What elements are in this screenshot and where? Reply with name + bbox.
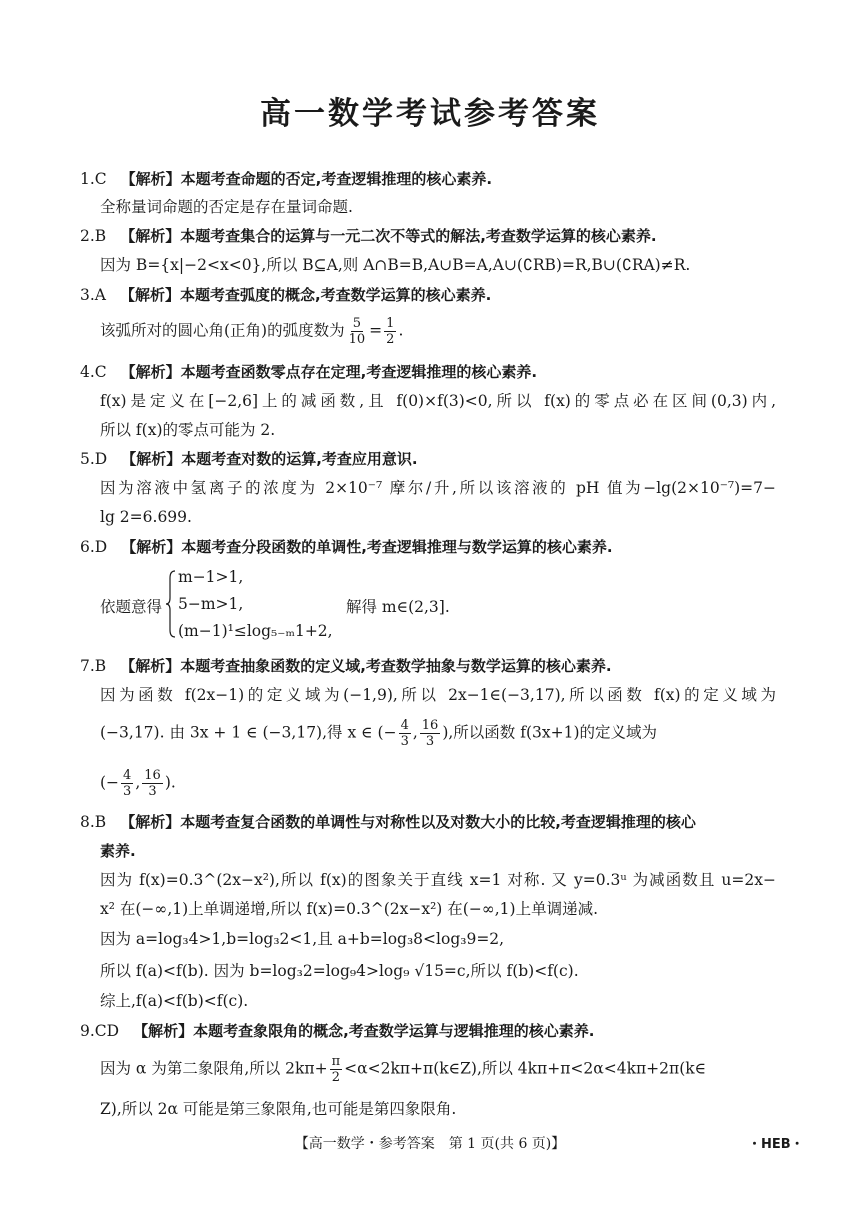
explanation-line: 因为 a=log₃4>1,b=log₃2<1,且 a+b=log₃8<log₃9=2,: [100, 930, 505, 948]
explanation-text: (−: [100, 773, 120, 792]
explanation-line: 因为 B={x|−2<x<0},所以 B⊆A,则 A∩B=B,A∪B=A,A∪(∁RB)=R,B∪(∁RA)≠R.: [100, 256, 691, 274]
fraction: [420, 718, 441, 749]
answer-number: 4.C: [80, 363, 107, 381]
system-row: m−1>1,: [178, 568, 244, 586]
inequality-system: [100, 568, 700, 644]
fraction: [399, 718, 411, 749]
question-1-header: [80, 168, 492, 190]
analysis-heading: 【解析】本题考查集合的运算与一元二次不等式的解法,考查数学运算的核心素养.: [120, 227, 657, 245]
explanation-line: 该弧所对的圆心角(正角)的弧度数为 $\frac{5}{10}$ = $\frac{1}{2}$ .: [100, 316, 404, 347]
fraction: [142, 768, 163, 799]
left-brace-icon: [166, 570, 176, 638]
analysis-heading: 【解析】本题考查弧度的概念,考查数学运算的核心素养.: [119, 286, 492, 304]
solution-text: 解得 m∈(2,3].: [346, 598, 450, 616]
explanation-text: ),所以函数 f(3x+1)的定义域为: [442, 723, 658, 742]
question-4-header: [80, 361, 537, 383]
explanation-line: 因为溶液中氢离子的浓度为 2×10⁻⁷ 摩尔/升,所以该溶液的 pH 值为−lg(2×10⁻⁷)=7−: [100, 479, 776, 497]
denominator: 3: [123, 784, 132, 799]
question-7-header: [80, 655, 612, 677]
denominator: 3: [400, 734, 409, 749]
denominator: 10: [348, 332, 366, 347]
question-2-header: [80, 225, 657, 247]
explanation-line: 全称量词命题的否定是存在量词命题.: [100, 198, 353, 216]
fraction: [384, 316, 396, 347]
question-8-header: [80, 811, 696, 833]
explanation-line: 综上,f(a)<f(b)<f(c).: [100, 992, 249, 1010]
explanation-line: Z),所以 2α 可能是第三象限角,也可能是第四象限角.: [100, 1100, 457, 1118]
explanation-text: ,: [412, 723, 418, 742]
numerator: 16: [421, 718, 439, 733]
analysis-heading: 【解析】本题考查复合函数的单调性与对称性以及对数大小的比较,考查逻辑推理的核心: [120, 813, 696, 831]
system-row: 5−m>1,: [178, 595, 244, 613]
numerator: 1: [386, 316, 395, 331]
answer-number: 6.D: [80, 538, 108, 556]
explanation-text: ,: [135, 773, 141, 792]
answer-number: 7.B: [80, 657, 107, 675]
numerator: 5: [352, 316, 362, 331]
answer-number: 1.C: [80, 170, 107, 188]
numerator: 4: [123, 768, 132, 783]
answer-number: 9.CD: [80, 1022, 120, 1040]
answer-number: 5.D: [80, 450, 108, 468]
analysis-heading: 【解析】本题考查命题的否定,考查逻辑推理的核心素养.: [120, 170, 493, 188]
denominator: 3: [148, 784, 157, 799]
numerator: 4: [400, 718, 409, 733]
explanation-line: x² 在(−∞,1)上单调递增,所以 f(x)=0.3^(2x−x²) 在(−∞,1)上单调递减.: [100, 900, 598, 918]
explanation-line: [100, 768, 176, 799]
numerator: 16: [144, 768, 161, 783]
system-label: 依题意得: [100, 598, 163, 616]
system-row: (m−1)¹≤log₅₋ₘ1+2,: [178, 622, 333, 640]
footer-mark: ・HEB・: [748, 1137, 804, 1152]
analysis-heading: 【解析】本题考查函数零点存在定理,考查逻辑推理的核心素养.: [120, 363, 538, 381]
fraction: [347, 316, 368, 347]
numerator: π: [331, 1054, 341, 1069]
analysis-heading: 【解析】本题考查分段函数的单调性,考查逻辑推理与数学运算的核心素养.: [121, 538, 613, 556]
explanation-line: lg 2=6.699.: [100, 508, 192, 526]
analysis-heading-continued: 素养.: [100, 842, 136, 860]
question-3-header: [80, 284, 491, 306]
denominator: 2: [386, 332, 395, 347]
analysis-heading: 【解析】本题考查象限角的概念,考查数学运算与逻辑推理的核心素养.: [133, 1022, 595, 1040]
answer-number: 2.B: [80, 227, 107, 245]
explanation-line: 因为函数 f(2x−1)的定义域为(−1,9),所以 2x−1∈(−3,17),所以函数 f(x)的定义域为: [100, 686, 776, 704]
fraction: [330, 1054, 343, 1085]
denominator: 3: [425, 734, 435, 749]
explanation-line: [100, 1054, 706, 1085]
explanation-text: <α<2kπ+π(k∈Z),所以 4kπ+π<2α<4kπ+2π(k∈: [344, 1059, 707, 1078]
page-footer: 【高一数学・参考答案 第 1 页(共 6 页)】: [294, 1136, 566, 1152]
explanation-text: 因为 α 为第二象限角,所以 2kπ+: [100, 1059, 328, 1078]
answer-number: 8.B: [80, 813, 107, 831]
explanation-text: ).: [164, 773, 176, 792]
question-5-header: [80, 448, 418, 470]
explanation-text: (−3,17). 由 3x + 1 ∈ (−3,17),得 x ∈ (−: [100, 723, 397, 742]
analysis-heading: 【解析】本题考查对数的运算,考查应用意识.: [121, 450, 418, 468]
question-6-header: [80, 536, 613, 558]
question-9-header: [80, 1020, 594, 1042]
explanation-line: 因为 f(x)=0.3^(2x−x²),所以 f(x)的图象关于直线 x=1 对称. 又 y=0.3ᵘ 为减函数且 u=2x−: [100, 871, 776, 889]
explanation-line: [100, 718, 657, 749]
denominator: 2: [331, 1070, 341, 1085]
analysis-heading: 【解析】本题考查抽象函数的定义域,考查数学抽象与数学运算的核心素养.: [120, 657, 612, 675]
explanation-text: 该弧所对的圆心角(正角)的弧度数为: [100, 321, 345, 340]
answer-number: 3.A: [80, 286, 106, 304]
explanation-line: 所以 f(a)<f(b). 因为 b=log₃2=log₉4>log₉ √15=c,所以 f(b)<f(c).: [100, 962, 579, 980]
page-title: 高一数学考试参考答案: [260, 96, 600, 132]
explanation-line: 所以 f(x)的零点可能为 2.: [100, 421, 276, 439]
explanation-line: f(x)是定义在[−2,6]上的减函数,且 f(0)×f(3)<0,所以 f(x)的零点必在区间(0,3)内,: [100, 392, 776, 410]
fraction: [121, 768, 133, 799]
